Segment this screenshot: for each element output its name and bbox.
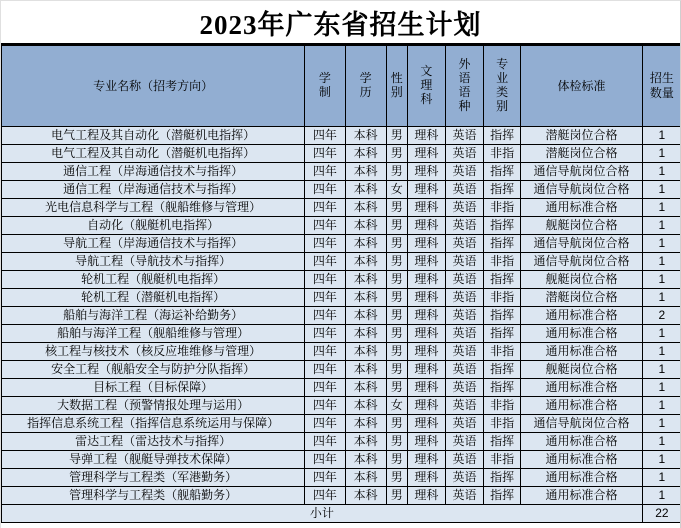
table-cell: 1: [642, 289, 681, 307]
table-cell: 英语: [445, 343, 483, 361]
table-cell: 指挥: [484, 307, 521, 325]
table-cell: 理科: [407, 289, 445, 307]
table-cell: 本科: [345, 181, 386, 199]
table-row: [2, 289, 681, 307]
table-cell: 男: [386, 163, 407, 181]
table-cell: 本科: [345, 325, 386, 343]
table-cell: 理科: [407, 235, 445, 253]
table-cell: 非指: [484, 199, 521, 217]
header-physical-standard: [521, 46, 643, 127]
table-cell: 本科: [345, 343, 386, 361]
table-cell: 潜艇岗位合格: [521, 127, 643, 145]
table-cell: 非指: [484, 253, 521, 271]
table-cell: 本科: [345, 127, 386, 145]
table-cell: 非指: [484, 289, 521, 307]
table-cell: 男: [386, 379, 407, 397]
table-cell: 英语: [445, 379, 483, 397]
header-major-category: [484, 46, 521, 127]
table-cell: 英语: [445, 145, 483, 163]
table-cell: 男: [386, 307, 407, 325]
header-major-name-label: 专业名称（招考方向）: [93, 78, 214, 93]
table-cell: 非指: [484, 145, 521, 163]
table-cell: 男: [386, 217, 407, 235]
table-cell: 通信导航岗位合格: [521, 253, 643, 271]
table-row: [2, 253, 681, 271]
table-cell: 1: [642, 163, 681, 181]
table-cell: 指挥: [484, 181, 521, 199]
header-foreign-language: [445, 46, 483, 127]
table-cell: 通用标准合格: [521, 199, 643, 217]
table-cell: 1: [642, 235, 681, 253]
table-cell: 理科: [407, 379, 445, 397]
table-cell: 男: [386, 487, 407, 505]
table-cell: 四年: [305, 271, 345, 289]
table-row: [2, 469, 681, 487]
header-physical-standard-label: 体检标准: [557, 78, 606, 93]
table-cell: 1: [642, 469, 681, 487]
table-cell: 男: [386, 433, 407, 451]
table-cell: 通用标准合格: [521, 397, 643, 415]
header-subject-track: [407, 46, 445, 127]
table-cell: 四年: [305, 163, 345, 181]
subtotal-value: 22: [642, 505, 681, 523]
table-cell: 1: [642, 361, 681, 379]
table-cell: 1: [642, 217, 681, 235]
table-cell: 本科: [345, 361, 386, 379]
table-cell: 英语: [445, 271, 483, 289]
table-cell: 男: [386, 199, 407, 217]
table-cell: 指挥: [484, 361, 521, 379]
table-cell: 通用标准合格: [521, 487, 643, 505]
table-cell: 导弹工程（舰艇导弹技术保障）: [2, 451, 305, 469]
table-cell: 目标工程（目标保障）: [2, 379, 305, 397]
table-cell: 英语: [445, 253, 483, 271]
table-cell: 2: [642, 307, 681, 325]
table-cell: 1: [642, 379, 681, 397]
table-cell: 四年: [305, 397, 345, 415]
table-cell: 英语: [445, 199, 483, 217]
header-enrollment-count: [642, 46, 681, 127]
table-cell: 自动化（舰艇机电指挥）: [2, 217, 305, 235]
table-cell: 四年: [305, 379, 345, 397]
table-cell: 指挥: [484, 235, 521, 253]
table-cell: 通用标准合格: [521, 469, 643, 487]
table-cell: 四年: [305, 451, 345, 469]
table-cell: 男: [386, 271, 407, 289]
table-cell: 本科: [345, 271, 386, 289]
table-row: [2, 199, 681, 217]
table-cell: 理科: [407, 217, 445, 235]
table-cell: 理科: [407, 127, 445, 145]
header-row: [2, 46, 681, 127]
table-cell: 1: [642, 127, 681, 145]
table-cell: 四年: [305, 361, 345, 379]
table-cell: 英语: [445, 307, 483, 325]
table-cell: 四年: [305, 235, 345, 253]
header-gender-label: 性别: [390, 71, 403, 99]
table-cell: 通用标准合格: [521, 379, 643, 397]
table-cell: 本科: [345, 379, 386, 397]
table-cell: 舰艇岗位合格: [521, 217, 643, 235]
header-foreign-language-label: 外语语种: [458, 57, 471, 113]
table-cell: 通信导航岗位合格: [521, 415, 643, 433]
table-cell: 男: [386, 253, 407, 271]
table-cell: 轮机工程（舰艇机电指挥）: [2, 271, 305, 289]
table-cell: 非指: [484, 451, 521, 469]
table-cell: 通用标准合格: [521, 325, 643, 343]
table-cell: 指挥: [484, 217, 521, 235]
table-cell: 指挥: [484, 469, 521, 487]
table-cell: 男: [386, 127, 407, 145]
table-row: [2, 145, 681, 163]
table-cell: 管理科学与工程类（军港勤务）: [2, 469, 305, 487]
table-cell: 理科: [407, 163, 445, 181]
table-row: [2, 397, 681, 415]
table-cell: 本科: [345, 289, 386, 307]
table-cell: 1: [642, 271, 681, 289]
table-cell: 女: [386, 181, 407, 199]
table-cell: 非指: [484, 397, 521, 415]
table-cell: 指挥: [484, 325, 521, 343]
header-major-name: [2, 46, 305, 127]
table-cell: 英语: [445, 487, 483, 505]
table-cell: 理科: [407, 307, 445, 325]
table-cell: 1: [642, 181, 681, 199]
table-cell: 四年: [305, 343, 345, 361]
header-subject-track-label: 文理科: [420, 64, 433, 106]
table-cell: 四年: [305, 199, 345, 217]
table-cell: 本科: [345, 469, 386, 487]
table-row: [2, 433, 681, 451]
table-cell: 英语: [445, 433, 483, 451]
table-cell: 指挥: [484, 487, 521, 505]
table-cell: 通用标准合格: [521, 307, 643, 325]
table-cell: 男: [386, 415, 407, 433]
table-cell: 理科: [407, 145, 445, 163]
table-row: [2, 415, 681, 433]
table-cell: 英语: [445, 415, 483, 433]
table-cell: 男: [386, 325, 407, 343]
table-cell: 船舶与海洋工程（海运补给勤务）: [2, 307, 305, 325]
table-cell: 安全工程（舰船安全与防护分队指挥）: [2, 361, 305, 379]
subtotal-label: 小计: [2, 505, 643, 523]
table-cell: 理科: [407, 199, 445, 217]
header-major-category-label: 专业类别: [496, 57, 509, 113]
table-cell: 理科: [407, 325, 445, 343]
table-cell: 本科: [345, 307, 386, 325]
table-row: [2, 361, 681, 379]
table-cell: 指挥: [484, 163, 521, 181]
header-gender: [386, 46, 407, 127]
table-cell: 理科: [407, 433, 445, 451]
table-cell: 指挥: [484, 127, 521, 145]
table-cell: 英语: [445, 235, 483, 253]
table-row: [2, 487, 681, 505]
table-cell: 导航工程（岸海通信技术与指挥）: [2, 235, 305, 253]
table-cell: 理科: [407, 415, 445, 433]
table-row: [2, 127, 681, 145]
table-cell: 四年: [305, 487, 345, 505]
table-cell: 男: [386, 361, 407, 379]
table-cell: 本科: [345, 235, 386, 253]
table-cell: 光电信息科学与工程（舰船维修与管理）: [2, 199, 305, 217]
table-cell: 四年: [305, 289, 345, 307]
table-cell: 指挥信息系统工程（指挥信息系统运用与保障）: [2, 415, 305, 433]
table-cell: 男: [386, 235, 407, 253]
table-cell: 英语: [445, 469, 483, 487]
table-cell: 1: [642, 325, 681, 343]
table-cell: 1: [642, 199, 681, 217]
table-cell: 通用标准合格: [521, 451, 643, 469]
table-cell: 理科: [407, 469, 445, 487]
table-cell: 男: [386, 469, 407, 487]
table-cell: 英语: [445, 361, 483, 379]
table-row: [2, 307, 681, 325]
table-row: [2, 217, 681, 235]
subtotal-row: [2, 505, 681, 523]
table-cell: 理科: [407, 397, 445, 415]
table-row: [2, 163, 681, 181]
table-cell: 英语: [445, 127, 483, 145]
table-cell: 1: [642, 145, 681, 163]
table-cell: 男: [386, 145, 407, 163]
table-cell: 四年: [305, 415, 345, 433]
table-cell: 指挥: [484, 271, 521, 289]
enrollment-table: [1, 45, 681, 523]
table-cell: 雷达工程（雷达技术与指挥）: [2, 433, 305, 451]
table-row: [2, 379, 681, 397]
table-cell: 英语: [445, 181, 483, 199]
table-cell: 通信工程（岸海通信技术与指挥）: [2, 163, 305, 181]
header-degree: [345, 46, 386, 127]
table-cell: 船舶与海洋工程（舰船维修与管理）: [2, 325, 305, 343]
table-cell: 通信导航岗位合格: [521, 181, 643, 199]
table-cell: 理科: [407, 451, 445, 469]
table-cell: 轮机工程（潜艇机电指挥）: [2, 289, 305, 307]
table-cell: 理科: [407, 181, 445, 199]
table-cell: 电气工程及其自动化（潜艇机电指挥）: [2, 127, 305, 145]
table-cell: 理科: [407, 343, 445, 361]
table-cell: 本科: [345, 253, 386, 271]
table-cell: 英语: [445, 397, 483, 415]
table-cell: 理科: [407, 361, 445, 379]
table-cell: 男: [386, 289, 407, 307]
table-cell: 指挥: [484, 433, 521, 451]
table-cell: 通用标准合格: [521, 343, 643, 361]
table-cell: 非指: [484, 415, 521, 433]
table-cell: 1: [642, 433, 681, 451]
table-footer: [2, 505, 681, 523]
table-cell: 通信工程（岸海通信技术与指挥）: [2, 181, 305, 199]
table-cell: 四年: [305, 181, 345, 199]
table-cell: 本科: [345, 433, 386, 451]
table-cell: 四年: [305, 325, 345, 343]
table-row: [2, 181, 681, 199]
table-cell: 男: [386, 343, 407, 361]
table-cell: 本科: [345, 451, 386, 469]
title-band: [1, 1, 680, 45]
table-cell: 英语: [445, 325, 483, 343]
table-cell: 男: [386, 451, 407, 469]
table-cell: 本科: [345, 145, 386, 163]
table-cell: 1: [642, 253, 681, 271]
table-cell: 英语: [445, 163, 483, 181]
table-cell: 通信导航岗位合格: [521, 163, 643, 181]
table-cell: 四年: [305, 433, 345, 451]
table-cell: 潜艇岗位合格: [521, 289, 643, 307]
table-cell: 非指: [484, 343, 521, 361]
table-cell: 潜艇岗位合格: [521, 145, 643, 163]
table-cell: 舰艇岗位合格: [521, 271, 643, 289]
table-cell: 大数据工程（预警情报处理与运用）: [2, 397, 305, 415]
table-cell: 导航工程（导航技术与指挥）: [2, 253, 305, 271]
table-cell: 指挥: [484, 379, 521, 397]
table-row: [2, 343, 681, 361]
table-cell: 舰艇岗位合格: [521, 361, 643, 379]
table-cell: 本科: [345, 199, 386, 217]
table-cell: 1: [642, 343, 681, 361]
table-row: [2, 271, 681, 289]
table-cell: 本科: [345, 487, 386, 505]
table-cell: 本科: [345, 415, 386, 433]
table-cell: 理科: [407, 271, 445, 289]
table-cell: 通用标准合格: [521, 433, 643, 451]
table-cell: 本科: [345, 163, 386, 181]
table-cell: 管理科学与工程类（舰船勤务）: [2, 487, 305, 505]
table-cell: 理科: [407, 253, 445, 271]
table-cell: 1: [642, 397, 681, 415]
table-cell: 四年: [305, 253, 345, 271]
table-cell: 四年: [305, 145, 345, 163]
table-cell: 通信导航岗位合格: [521, 235, 643, 253]
table-cell: 英语: [445, 451, 483, 469]
table-cell: 1: [642, 487, 681, 505]
table-cell: 女: [386, 397, 407, 415]
table-cell: 本科: [345, 217, 386, 235]
table-cell: 四年: [305, 127, 345, 145]
table-cell: 理科: [407, 487, 445, 505]
page-title: 2023年广东省招生计划: [199, 9, 482, 40]
table-body: [2, 127, 681, 505]
table-cell: 英语: [445, 217, 483, 235]
header-duration: [305, 46, 345, 127]
table-cell: 核工程与核技术（核反应堆维修与管理）: [2, 343, 305, 361]
table-cell: 电气工程及其自动化（潜艇机电指挥）: [2, 145, 305, 163]
header-enrollment-count-label: 招生数量: [649, 71, 674, 100]
table-cell: 1: [642, 451, 681, 469]
table-row: [2, 235, 681, 253]
table-cell: 英语: [445, 289, 483, 307]
table-cell: 四年: [305, 307, 345, 325]
table-header: [2, 46, 681, 127]
table-cell: 1: [642, 415, 681, 433]
header-duration-label: 学制: [318, 71, 331, 99]
table-row: [2, 451, 681, 469]
table-row: [2, 325, 681, 343]
header-degree-label: 学历: [359, 71, 372, 99]
table-cell: 四年: [305, 217, 345, 235]
table-cell: 四年: [305, 469, 345, 487]
table-cell: 本科: [345, 397, 386, 415]
